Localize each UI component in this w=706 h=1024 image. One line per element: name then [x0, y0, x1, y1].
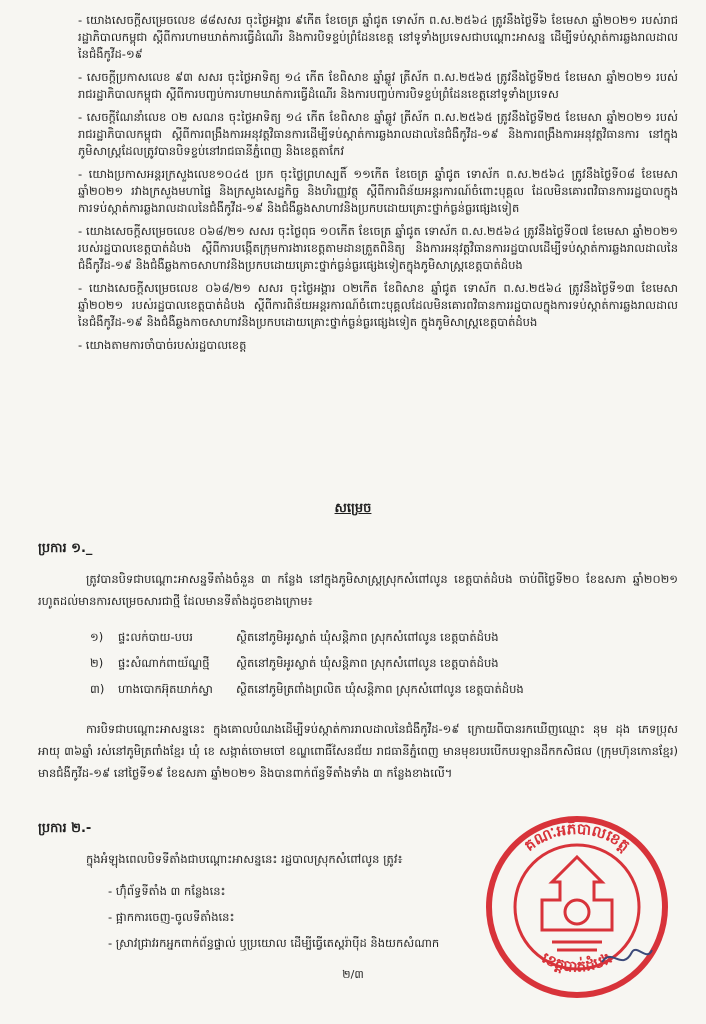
location-name: ផ្ទះសំណាក់ពាយ័ណ្ឌថ្មី: [118, 656, 210, 670]
article-2-intro: ក្នុងអំឡុងពេលបិទទីតាំងជាបណ្តោះអាសន្ននេះ រដ្ឋបាលស្រុកសំពៅលូន ត្រូវ៖: [86, 852, 403, 866]
location-place: ស្ថិតនៅភូមិត្រពាំងព្រលិត ឃុំសន្តិភាព ស្រុកសំពៅលូន ខេត្តបាត់ដំបង: [236, 682, 524, 696]
location-row: [90, 656, 499, 673]
reference-item: - សេចក្តីណែនាំលេខ ០២ សណន ចុះថ្ងៃអាទិត្យ ១៤ កើត ខែពិសាខ ឆ្នាំឆ្លូវ ត្រីស័ក ព.ស.២៥៦៥ ត្រូវនឹងថ្ងៃទី២៥ ខែមេសា ឆ្នាំ២០២១ របស់រាជរដ្ឋាភិបាលកម្ពុជា ស្តីពីការពង្រឹងការអនុវត្តវិធានការដើម្បីទប់ស្កាត់ការឆ្លងរាលដាលនៃជំងឺកូវីដ-១៩ និងការពង្រឹងការអនុវត្តវិធានការ នៅក្នុងភូមិសាស្ត្រដែលត្រូវបានបិទខ្ទប់នៅរាជធានីភ្នំពេញ និងខេត្តតាកែវ: [78, 110, 678, 158]
article-1-title: ប្រការ ១._: [38, 541, 93, 556]
location-name: ហាងបោកអ៊ុតឃាក់ស្វា: [118, 682, 213, 696]
reference-item: - យោងសេចក្តីសម្រេចលេខ ០៦៨/២១ សសរ ចុះថ្ងៃអង្គារ ០២កើត ខែពិសាខ ឆ្នាំជូត ទោស័ក ព.ស.២៥៦៤ ត្រូវនឹងថ្ងៃទី១៣ ខែមេសា ឆ្នាំ២០២១ របស់រដ្ឋបាលខេត្តបាត់ដំបង ស្តីពីការពិន័យអន្តរការណ៍ចំពោះបុគ្គលដែលមិនគោរពវិធានការរដ្ឋបាលក្នុងការទប់ស្កាត់ការឆ្លងរាលដាលនៃជំងឺកូវីដ-១៩ និងជំងឺឆ្លងកាចសាហាវនិងប្រកបដោយគ្រោះថ្នាក់ធ្ងន់ធ្ងរផ្សេងទៀត ក្នុងភូមិសាស្ត្រខេត្តបាត់ដំបង: [78, 281, 678, 329]
location-number: ២): [90, 656, 104, 670]
reference-item: - សេចក្តីប្រកាសលេខ ៩៣ សសរ ចុះថ្ងៃអាទិត្យ ១៤ កើត ខែពិសាខ ឆ្នាំឆ្លូវ ត្រីស័ក ព.ស.២៥៦៥ ត្រូវនឹងថ្ងៃទី២៥ ខែមេសា ឆ្នាំ២០២១ របស់រាជរដ្ឋាភិបាលកម្ពុជា ស្តីពីការបញ្ចប់ការហាមឃាត់ការធ្វើដំណើរ និងការបញ្ចប់ការបិទខ្ទប់ព្រំដែនខេត្តនៅទូទាំងប្រទេស: [78, 70, 678, 101]
decision-heading: សម្រេច: [334, 501, 372, 516]
reference-item: - យោងសេចក្តីសម្រេចលេខ ០៦៨/២១ សសរ ចុះថ្ងៃពុធ ១០កើត ខែចេត្រ ឆ្នាំជូត ទោស័ក ព.ស.២៥៦៤ ត្រូវនឹងថ្ងៃទី០៧ ខែមេសា ឆ្នាំ២០២១ របស់រដ្ឋបាលខេត្តបាត់ដំបង ស្តីពីការបង្កើតក្រុមការងារខេត្តតាមដានត្រួតពិនិត្យ និងការអនុវត្តវិធានការរដ្ឋបាលដើម្បីទប់ស្កាត់ការឆ្លងរាលដាលនៃជំងឺកូវីដ-១៩ និងជំងឺឆ្លងកាចសាហាវនិងប្រកបដោយគ្រោះថ្នាក់ធ្ងន់ធ្ងរផ្សេងទៀតក្នុងភូមិសាស្ត្រខេត្តបាត់ដំបង: [78, 224, 678, 272]
article-2-title: ប្រការ ២.-: [38, 821, 92, 836]
location-place: ស្ថិតនៅភូមិអូរស្លាត់ ឃុំសន្តិភាព ស្រុកសំពៅលូន ខេត្តបាត់ដំបង: [236, 656, 499, 670]
location-row: [90, 682, 524, 699]
seal-bottom-text: ខេត្តបាត់ដំបង: [538, 948, 616, 976]
page-number: ២/៣: [342, 968, 364, 981]
location-place: ស្ថិតនៅភូមិអូរស្លាត់ ឃុំសន្តិភាព ស្រុកសំពៅលូន ខេត្តបាត់ដំបង: [236, 630, 499, 644]
location-number: ១): [90, 630, 104, 644]
location-name: ផ្ទះលក់បាយ-បបរ: [118, 630, 193, 644]
reference-item: - យោងប្រកាសអន្តរក្រសួងលេខ១០៤៥ ប្រក ចុះថ្ងៃព្រហស្បតិ៍ ១១កើត ខែចេត្រ ឆ្នាំជូត ទោស័ក ព.ស.២៥៦៤ ត្រូវនឹងថ្ងៃទី០៨ ខែមេសា ឆ្នាំ២០២១ រវាងក្រសួងមហាផ្ទៃ និងក្រសួងសេដ្ឋកិច្ច និងហិរញ្ញវត្ថុ ស្តីពីការពិន័យអន្តរការណ៍ចំពោះបុគ្គល ដែលមិនគោរពវិធានការរដ្ឋបាលក្នុងការទប់ស្កាត់ការឆ្លងរាលដាលនៃជំងឺកូវីដ-១៩ និងជំងឺឆ្លងសាហាវនិងប្រកបដោយគ្រោះថ្នាក់ធ្ងន់ធ្ងរផ្សេងទៀត: [78, 167, 678, 215]
article-2-item: - ផ្អាកការចេញ-ចូលទីតាំងនេះ: [108, 910, 235, 924]
seal-emblem-icon: [542, 857, 612, 950]
article-1-intro: ត្រូវបានបិទជាបណ្តោះអាសន្នទីតាំងចំនួន ៣ កន្លែង នៅក្នុងភូមិសាស្ត្រស្រុកសំពៅលូន ខេត្តបាត់ដំបង ចាប់ពីថ្ងៃទី២០ ខែឧសភា ឆ្នាំ២០២១ រហូតដល់មានការសម្រេចសារជាថ្មី ដែលមានទីតាំងដូចខាងក្រោម៖: [38, 572, 678, 608]
article-2-item: - ស្រាវជ្រាវរកអ្នកពាក់ព័ន្ធផ្ទាល់ ឬប្រយោល ដើម្បីធ្វើតេស្តរ៉ាប៉ីដ និងយកសំណាក: [108, 936, 440, 950]
reference-list: [78, 12, 678, 360]
reference-item: - យោងសេចក្តីសម្រេចលេខ ៨៨សសរ ចុះថ្ងៃអង្គារ ៩កើត ខែចេត្រ ឆ្នាំជូត ទោស័ក ព.ស.២៥៦៤ ត្រូវនឹងថ្ងៃទី៦ ខែមេសា ឆ្នាំ២០២១ របស់រាជរដ្ឋាភិបាលកម្ពុជា ស្តីពីការហាមឃាត់ការធ្វើដំណើរ និងការបិទខ្ទប់ព្រំដែនខេត្ត នៅទូទាំងប្រទេសជាបណ្តោះអាសន្ន ដើម្បីទប់ស្កាត់ការឆ្លងរាលដាលនៃជំងឺកូវីដ-១៩: [78, 13, 678, 61]
article-1-reason: ការបិទជាបណ្តោះអាសន្ននេះ ក្នុងគោលបំណងដើម្បីទប់ស្កាត់ការរាលដាលនៃជំងឺកូវីដ-១៩ ក្រោយពីបានរកឃើញឈ្មោះ នុម ដុង ភេទប្រុស អាយុ ៣៦ឆ្នាំ រស់នៅភូមិត្រពាំងខ្មែរ ឃុំ ខេ សង្កាត់ចោមចៅ ខណ្ឌពោធិ៍សែនជ័យ រាជធានីភ្នំពេញ មានមុខរបរបើកបរឡានដឹកកសិផល (ក្រុមហ៊ុនកោនខ្មែរ) មានជំងឺកូវីដ-១៩ នៅថ្ងៃទី១៩ ខែឧសភា ឆ្នាំ២០២១ និងបានពាក់ព័ន្ធទីតាំងទាំង ៣ កន្លែងខាងលើ។: [38, 722, 678, 780]
article-2-item: - ហ៊ុំព័ទ្ធទីតាំង ៣ កន្លែងនេះ: [108, 884, 226, 898]
location-number: ៣): [90, 682, 105, 696]
location-row: [90, 630, 499, 647]
reference-item: - យោងតាមការចាំបាច់របស់រដ្ឋបាលខេត្ត: [78, 338, 247, 352]
seal-top-text: គណៈអភិបាលខេត្ត: [520, 819, 634, 855]
